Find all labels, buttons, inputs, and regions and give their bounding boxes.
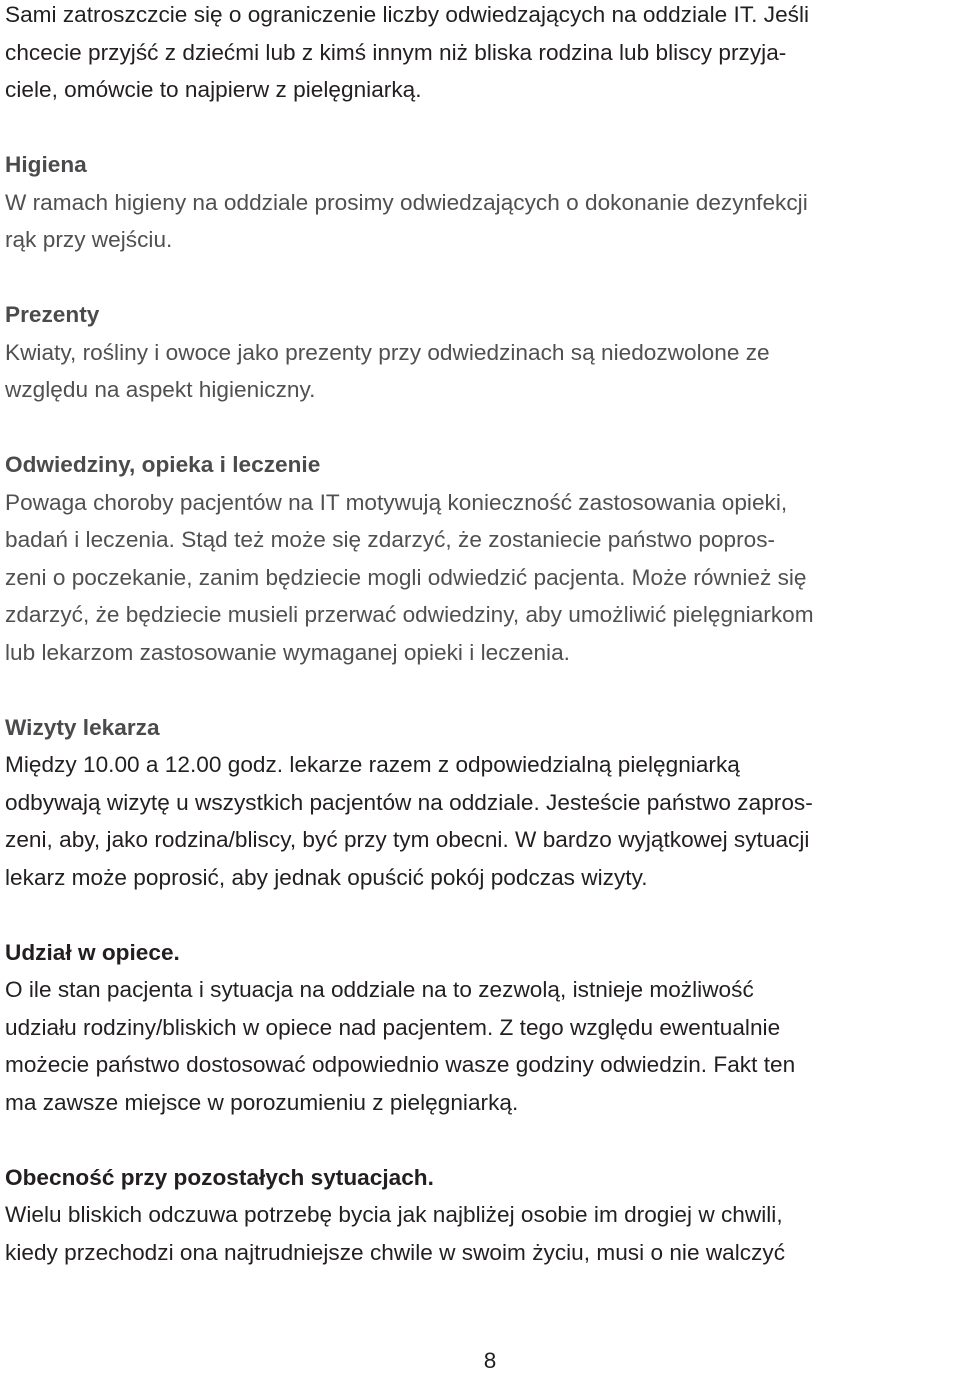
section-line: Kwiaty, rośliny i owoce jako prezenty przy odwiedzinach są niedozwolone ze <box>5 339 770 365</box>
section-visits-care-treatment <box>5 446 960 671</box>
section-line: lekarz może poprosić, aby jednak opuścić pokój podczas wizyty. <box>5 864 648 890</box>
section-other-situations <box>5 1159 960 1272</box>
section-line: udziału rodziny/bliskich w opiece nad pacjentem. Z tego względu ewentualnie <box>5 1014 781 1040</box>
paragraph-gap <box>5 896 960 934</box>
section-line: Wielu bliskich odczuwa potrzebę bycia jak najbliżej osobie im drogiej w chwili, <box>5 1202 783 1227</box>
paragraph-gap <box>5 1121 960 1159</box>
section-heading: Obecność przy pozostałych sytuacjach. <box>5 1164 434 1190</box>
section-line: zeni, aby, jako rodzina/bliscy, być przy tym obecni. W bardzo wyjątkowej sytuacji <box>5 827 810 852</box>
section-line: rąk przy wejściu. <box>5 227 173 252</box>
section-heading: Prezenty <box>5 302 100 327</box>
section-line: Między 10.00 a 12.00 godz. lekarze razem z odpowiedzialną pielęgniarką <box>5 752 740 777</box>
section-line: W ramach higieny na oddziale prosimy odwiedzających o dokonanie dezynfekcji <box>5 189 808 215</box>
paragraph-gap <box>5 409 960 447</box>
section-line: możecie państwo dostosować odpowiednio wasze godziny odwiedzin. Fakt ten <box>5 1052 796 1077</box>
section-heading: Higiena <box>5 152 87 177</box>
section-line: badań i leczenia. Stąd też może się zdarzyć, że zostaniecie państwo popros- <box>5 527 776 552</box>
paragraph-gap <box>5 109 960 147</box>
section-line: lub lekarzom zastosowanie wymaganej opieki i leczenia. <box>5 639 570 665</box>
section-line: zeni o poczekanie, zanim będziecie mogli odwiedzić pacjenta. Może również się <box>5 564 807 590</box>
section-hygiene <box>5 146 960 259</box>
section-line: O ile stan pacjenta i sytuacja na oddziale na to zezwolą, istnieje możliwość <box>5 977 754 1002</box>
intro-line: chcecie przyjść z dziećmi lub z kimś innym niż bliska rodzina lub bliscy przyja- <box>5 39 787 65</box>
section-heading: Udział w opiece. <box>5 939 180 965</box>
intro-paragraph <box>5 0 960 109</box>
document-page <box>5 0 960 1271</box>
paragraph-gap <box>5 259 960 297</box>
section-heading: Odwiedziny, opieka i leczenie <box>5 452 321 477</box>
section-line: odbywają wizytę u wszystkich pacjentów na oddziale. Jesteście państwo zapros- <box>5 789 813 815</box>
intro-line: ciele, omówcie to najpierw z pielęgniarką. <box>5 77 422 102</box>
section-line: względu na aspekt higieniczny. <box>5 377 316 402</box>
intro-line: Sami zatroszczcie się o ograniczenie liczby odwiedzających na oddziale IT. Jeśli <box>5 2 810 27</box>
page-number: 8 <box>483 1348 497 1373</box>
section-gifts <box>5 296 960 409</box>
section-line: zdarzyć, że będziecie musieli przerwać odwiedziny, aby umożliwić pielęgniarkom <box>5 602 814 627</box>
section-line: kiedy przechodzi ona najtrudniejsze chwile w swoim życiu, musi o nie walczyć <box>5 1239 786 1265</box>
section-line: Powaga choroby pacjentów na IT motywują konieczność zastosowania opieki, <box>5 489 788 515</box>
section-line: ma zawsze miejsce w porozumieniu z pielęgniarką. <box>5 1089 519 1115</box>
section-doctor-visits <box>5 709 960 897</box>
section-care-participation <box>5 934 960 1122</box>
section-heading: Wizyty lekarza <box>5 714 160 740</box>
paragraph-gap <box>5 671 960 709</box>
